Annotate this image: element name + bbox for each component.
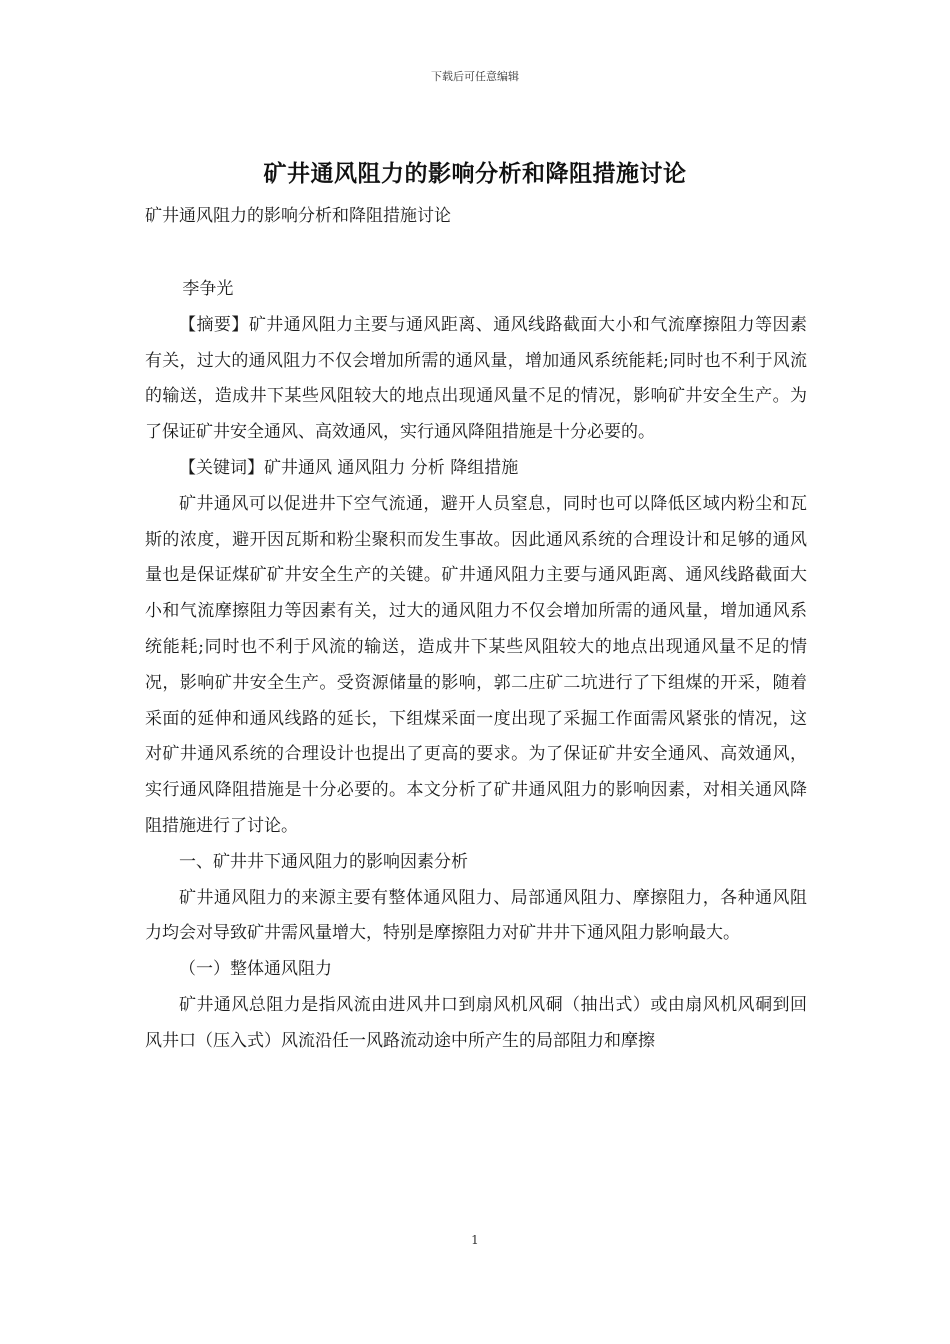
header-note: 下载后可任意编辑 bbox=[431, 70, 519, 83]
intro-paragraph: 矿井通风可以促进井下空气流通，避开人员窒息，同时也可以降低区域内粉尘和瓦斯的浓度，避开因瓦斯和粉尘聚积而发生事故。因此通风系统的合理设计和足够的通风量也是保证煤矿矿井安全生产的关键。矿井通风阻力主要与通风距离、通风线路截面大小和气流摩擦阻力等因素有关，过大的通风阻力不仅会增加所需的通风量，增加通风系统能耗;同时也不利于风流的输送，造成井下某些风阻较大的地点出现通风量不足的情况，影响矿井安全生产。受资源储量的影响，郭二庄矿二坑进行了下组煤的开采，随着采面的延伸和通风线路的延长，下组煤采面一度出现了采掘工作面需风紧张的情况，这对矿井通风系统的合理设计也提出了更高的要求。为了保证矿井安全通风、高效通风，实行通风降阻措施是十分必要的。本文分析了矿井通风阻力的影响因素，对相关通风降阻措施进行了讨论。 bbox=[145, 493, 807, 836]
document-subtitle: 矿井通风阻力的影响分析和降阻措施讨论 bbox=[145, 206, 451, 226]
section-heading-1: 一、矿井井下通风阻力的影响因素分析 bbox=[179, 851, 468, 872]
keywords-paragraph: 【关键词】矿井通风 通风阻力 分析 降组措施 bbox=[179, 457, 519, 478]
document-body bbox=[145, 272, 807, 1060]
document-title: 矿井通风阻力的影响分析和降阻措施讨论 bbox=[263, 160, 687, 187]
author-name: 李争光 bbox=[182, 279, 234, 299]
section-1-paragraph: 矿井通风阻力的来源主要有整体通风阻力、局部通风阻力、摩擦阻力，各种通风阻力均会对导致矿井需风量增大，特别是摩擦阻力对矿井井下通风阻力影响最大。 bbox=[145, 887, 807, 944]
page-number: 1 bbox=[471, 1233, 479, 1247]
subsection-1-paragraph: 矿井通风总阻力是指风流由进风井口到扇风机风硐（抽出式）或由扇风机风硐到回风井口（压入式）风流沿任一风路流动途中所产生的局部阻力和摩擦 bbox=[145, 994, 807, 1051]
subsection-heading-1: （一）整体通风阻力 bbox=[179, 959, 332, 980]
abstract-paragraph: 【摘要】矿井通风阻力主要与通风距离、通风线路截面大小和气流摩擦阻力等因素有关，过大的通风阻力不仅会增加所需的通风量，增加通风系统能耗;同时也不利于风流的输送，造成井下某些风阻较大的地点出现通风量不足的情况，影响矿井安全生产。为了保证矿井安全通风、高效通风，实行通风降阻措施是十分必要的。 bbox=[145, 314, 807, 443]
